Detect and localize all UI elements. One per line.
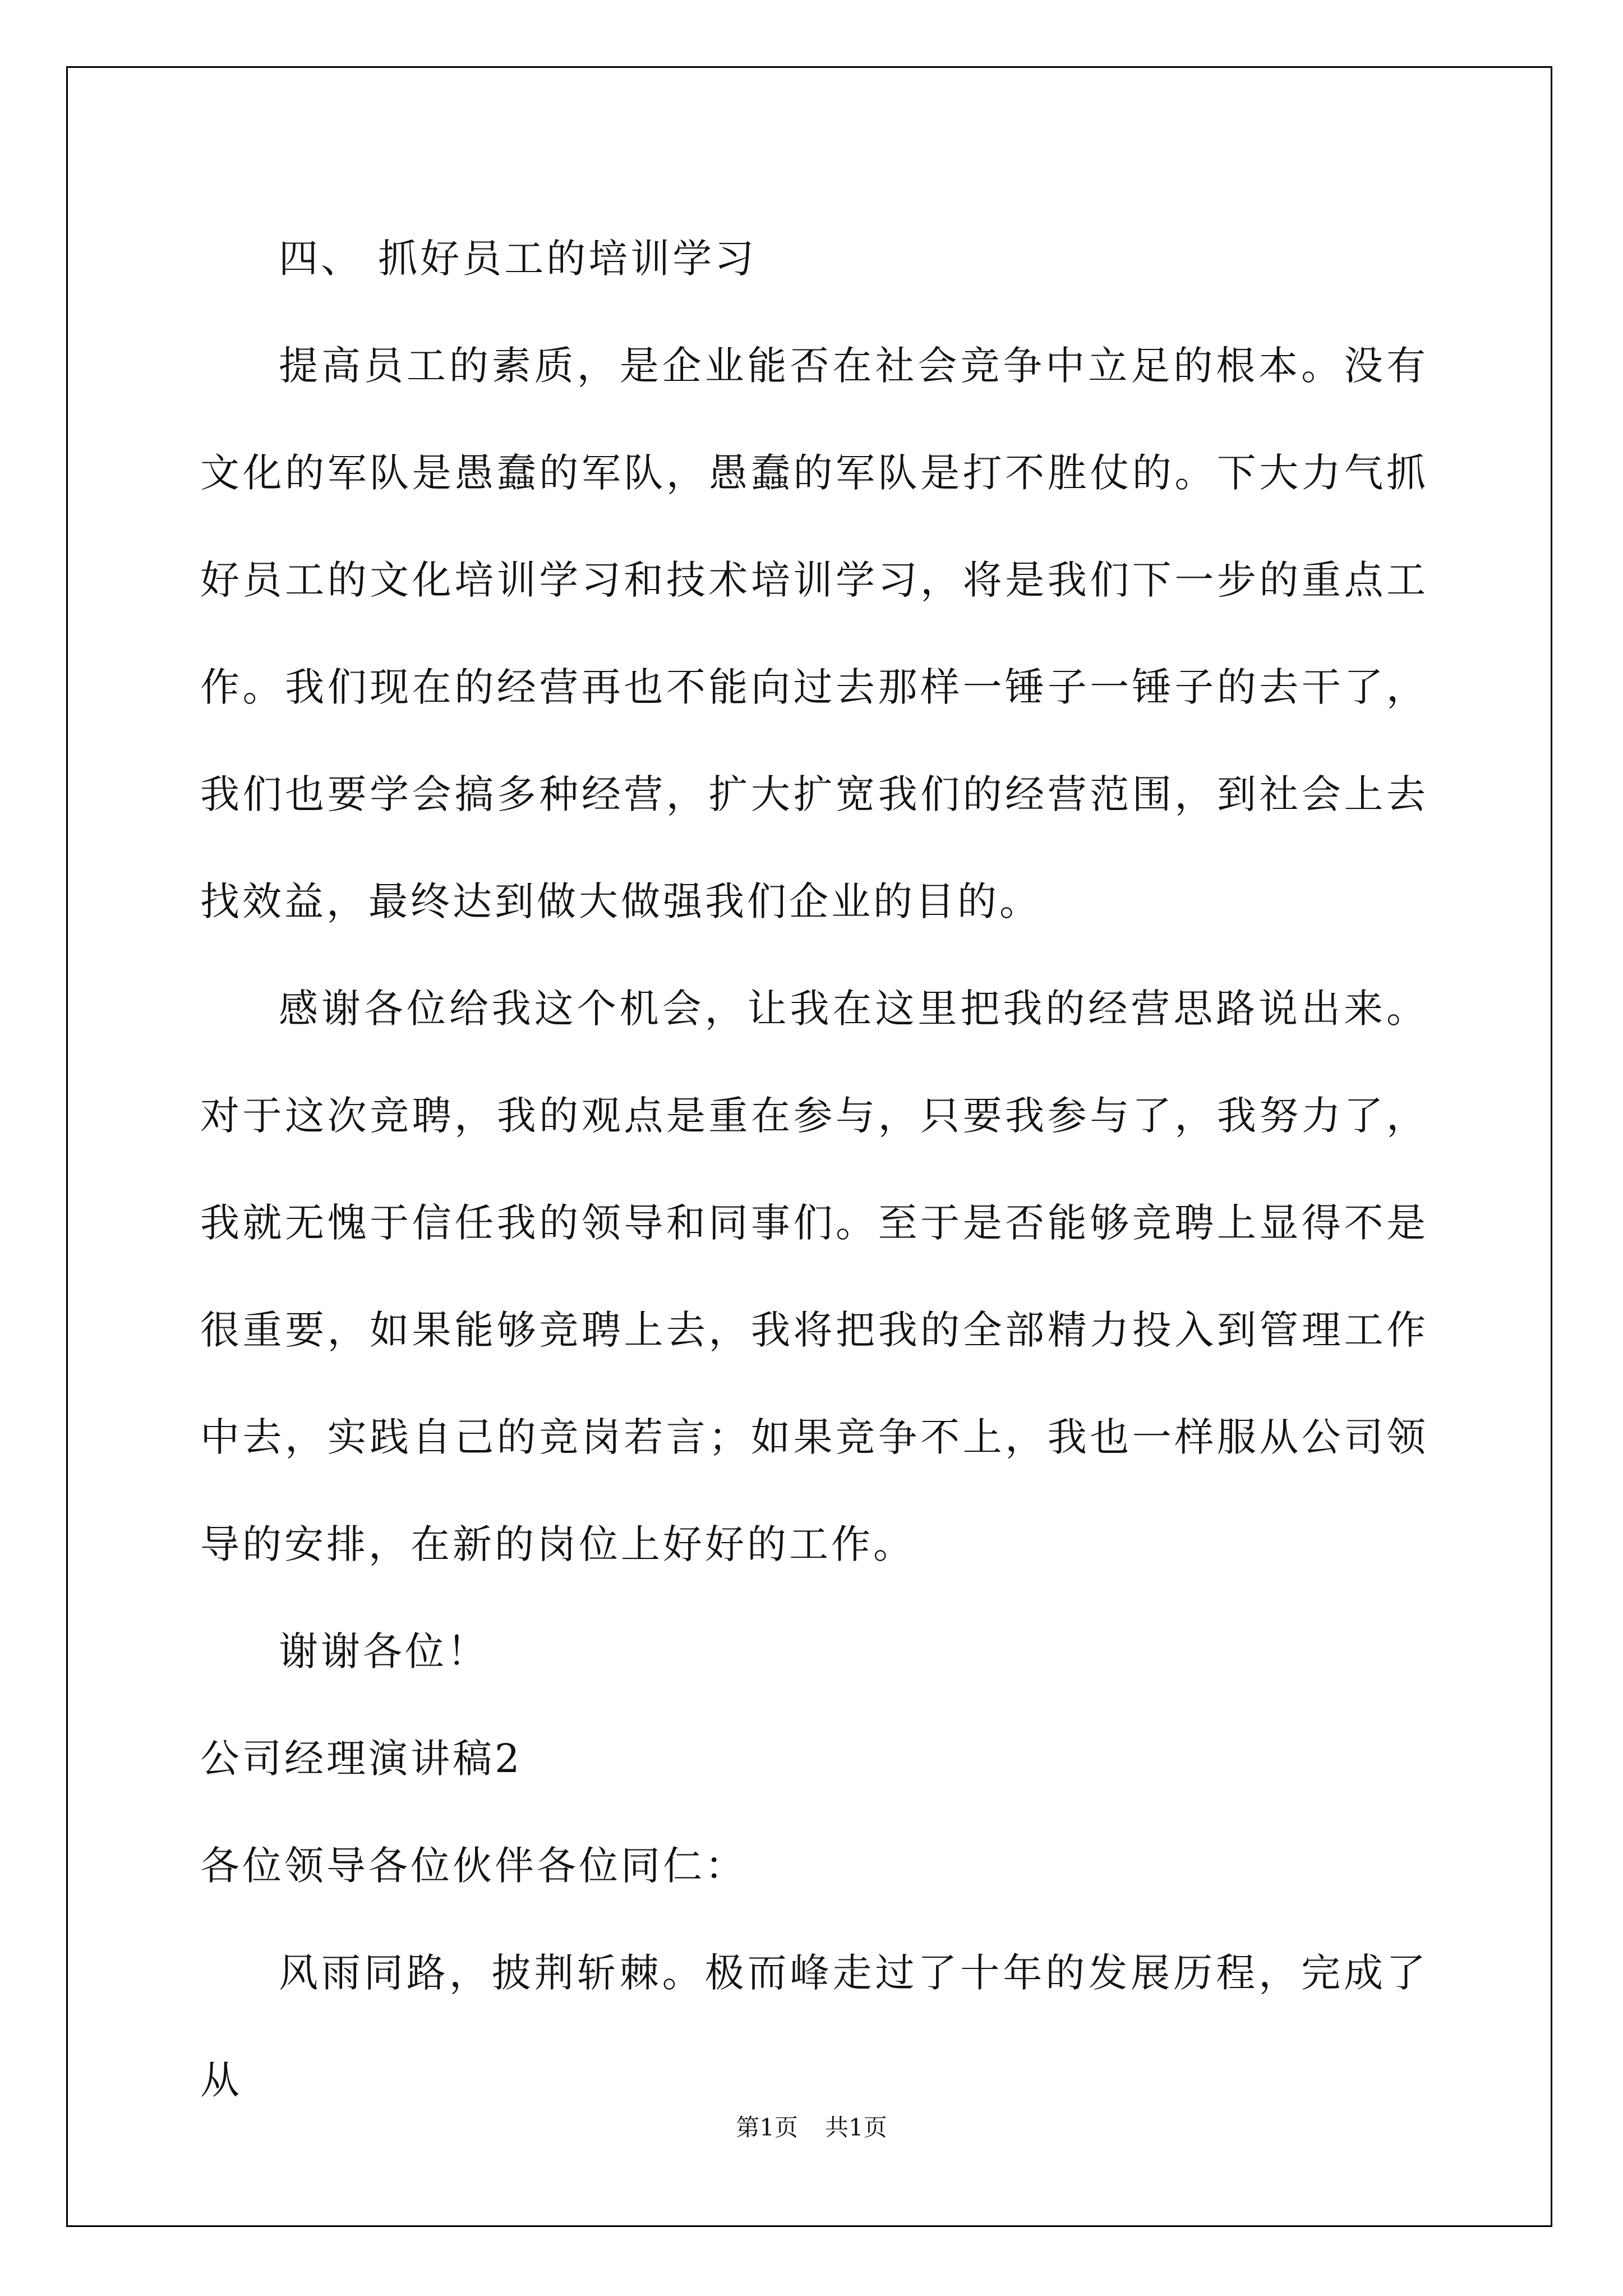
page-total: 共1页: [825, 2114, 887, 2141]
page-footer: [0, 2109, 1623, 2143]
paragraph-thank-you: 谢谢各位！: [279, 1628, 489, 1674]
section-heading: 四、 抓好员工的培训学习: [279, 236, 757, 282]
document-body: [200, 205, 1428, 2134]
paragraph-thanks-opportunity: 感谢各位给我这个机会，让我在这里把我的经营思路说出来。对于这次竞聘，我的观点是重在参与，只要我参与了，我努力了，我就无愧于信任我的领导和同事们。至于是否能够竞聘上显得不是很重要，如果能够竞聘上去，我将把我的全部精力投入到管理工作中去，实践自己的竞岗若言；如果竞争不上，我也一样服从公司领导的安排，在新的岗位上好好的工作。: [200, 986, 1428, 1567]
page-number: 第1页: [736, 2114, 798, 2141]
salutation: 各位领导各位伙伴各位同仁：: [200, 1843, 747, 1889]
paragraph-training: 提高员工的素质，是企业能否在社会竞争中立足的根本。没有文化的军队是愚蠢的军队，愚蠢的军队是打不胜仗的。下大力气抓好员工的文化培训学习和技术培训学习，将是我们下一步的重点工作。我们现在的经营再也不能向过去那样一锤子一锤子的去干了，我们也要学会搞多种经营，扩大扩宽我们的经营范围，到社会上去找效益，最终达到做大做强我们企业的目的。: [200, 343, 1428, 924]
paragraph-opening: 风雨同路，披荆斩棘。极而峰走过了十年的发展历程，完成了从: [200, 1950, 1428, 2103]
speech-title-2: 公司经理演讲稿2: [200, 1736, 523, 1782]
